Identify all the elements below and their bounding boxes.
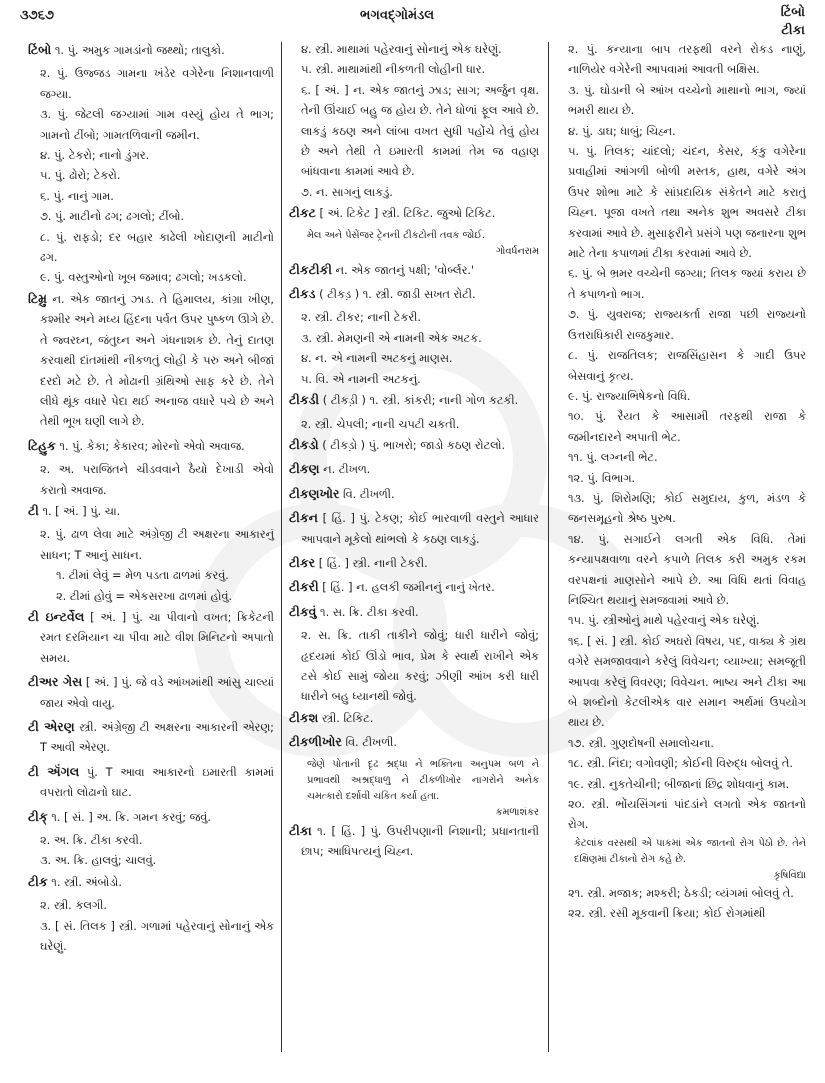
sense-definition: ૨. સ્ત્રી. કલગી. <box>40 899 107 913</box>
headword: ટીકશ <box>289 709 319 725</box>
column-divider <box>548 42 549 1052</box>
idiom-subentry: ૨. ટીમાં હોવું = એકસરખા ઢાળમાં હોવું. <box>56 589 233 603</box>
headword: ટિમ્રુ <box>28 290 47 306</box>
sense-definition: ૨૨. સ્ત્રી. રસી મૂકવાની ક્રિયા; કોઈ રોગમાંથી <box>568 907 766 921</box>
dictionary-entry <box>28 672 274 714</box>
sense-definition: ૧૮. સ્ત્રી. નિંદા; વગોવણી; કોઈની વિરુદ્ધ બોલવું તે. <box>568 757 794 771</box>
headword: ટીકણખોર <box>289 485 340 501</box>
sense-definition: ૮. પું. રાફડો; દર બહાર કાઢેલી ખોદાણની માટીનો ઢગ. <box>40 230 274 265</box>
headword: ટીકડી <box>289 392 320 408</box>
dictionary-entry <box>289 203 539 224</box>
definition-text: સ્ત્રી. ટિકિટ. <box>318 711 374 725</box>
sense-definition: ૨. પું. કન્યાના બાપ તરફથી વરને રોકડ નાણું, નાળિયેર વગેરેની આપવામાં આવતી બક્ષિસ. <box>568 43 806 77</box>
sense-definition: ૧૪. પું. સગાઈને લગતી એક વિધિ. તેમાં કન્યાપક્ષવાળા વરને કપાળે તિલક કરી અમુક રકમ વરપક્ષનાં માણસોને આપે છે. આ વિધિ થતાં વિવાહ નિશ્ચિત થયાનું સમજવામાં આવે છે. <box>568 532 806 607</box>
dictionary-entry <box>289 577 539 598</box>
headword: ટી ઍંગલ <box>28 763 80 779</box>
sense-definition: ૩. પું. જેટલી જગ્યામાં ગામ વસ્યું હોય તે ભાગ; ગામનો ટીંબો; ગામતળિવાની જમીન. <box>40 108 274 142</box>
sense-definition: ૨. પું. ઢાળ લેવા માટે અંગ્રેજી ટી અક્ષરના આકારનું સાધન; T આનું સાધન. <box>40 528 274 562</box>
idiom-subentry: ૧. ટીમાં લેવું = મેળ પડતા ઢાળમાં કરવું. <box>56 569 229 583</box>
quote-attribution: કમળાશંકર <box>495 806 539 818</box>
sense-definition: ૨. અ. ક્રિ. ટીકા કરવી. <box>40 834 143 848</box>
book-title: ભગવદ્ગોમંડલ <box>360 8 435 23</box>
dictionary-entry <box>28 607 274 669</box>
quote-attribution: કૃષિવિદ્યા <box>773 869 806 881</box>
sense-definition: ૧૧. પું. લગ્નની ભેટ. <box>568 451 658 465</box>
sense-definition: ૭. પું. માટીનો ઢગ; ઢગલો; ટીંબો. <box>40 210 185 224</box>
sense-definition: ૧૭. સ્ત્રી. ગુણદોષની સમાલોચના. <box>568 736 714 750</box>
sense-definition: ૩. પું. ઘોડાની બે આંખ વચ્ચેનો માથાનો ભાગ, જ્યાં ભમરી થાય છે. <box>568 83 806 118</box>
sense-definition: ૫. સ્ત્રી. માથામાંથી નીકળતી લોહીની ધાર. <box>301 63 486 77</box>
definition-text: ૧. [ અં. ] પું. ચા. <box>38 504 121 518</box>
dictionary-entry <box>28 501 274 522</box>
dictionary-entry <box>28 872 274 893</box>
definition-text: [ હિં. ] ન. હલકી જમીનનું નાનું ખેતર. <box>318 581 495 595</box>
dictionary-entry <box>28 40 274 61</box>
headword: ટી <box>28 502 39 518</box>
sense-definition: ૮. પું. રાજતિલક; રાજસિંહાસન કે ગાદી ઉપર બેસવાનું કૃત્ય. <box>568 349 806 383</box>
definition-text: સ્ત્રી. અંગ્રેજી ટી અક્ષરના આકારની એરણ; T આવી એરણ. <box>40 721 274 755</box>
sense-definition: ૧૬. [ સં. ] સ્ત્રી. કોઈ અઘરો વિષય, પદ, વાક્ય કે ગ્રંથ વગેરે સમજાવવાને કરેલું વિવેચન; વ્યાખ્યા; સમજૂતી આપવા કરેલું વિવરણ; વિવેચન. ભાષ્ય અને ટીકા આ બે શબ્દોનો કેટલીએક વાર સમાન અર્થમાં ઉપયોગ થાય છે. <box>568 634 806 730</box>
sense-definition: ૭. ન. સાગનું લાકડું. <box>301 185 393 199</box>
sense-definition: ૬. પું. બે ભ્રમર વચ્ચેની જગ્યા; તિલક જ્યાં કરાય છે તે કપાળનો ભાગ. <box>568 267 806 301</box>
dictionary-entry <box>289 260 539 281</box>
dictionary-entry <box>289 284 539 305</box>
column-2 <box>289 40 539 1050</box>
column-divider <box>281 42 282 1052</box>
sense-definition: ૨. પું. ઉજ્જડ ગામના ખંડેર વગેરેના નિશાનવાળી જગ્યા. <box>40 67 274 101</box>
headword: ટીક <box>28 873 48 889</box>
dictionary-entry <box>289 732 539 753</box>
sense-definition: ૩. [ સં. તિલક ] સ્ત્રી. ગળામાં પહેરવાનું સોનાનું એક ઘરેણું. <box>40 919 274 954</box>
dictionary-entry <box>289 390 539 411</box>
guide-words <box>781 4 805 40</box>
definition-text: [ અં. ] પું. જે વડે આંખમાંથી આંસુ ચાલ્યાં જાય એવો વાયુ. <box>40 676 274 710</box>
headword: ટીકડો <box>289 436 319 452</box>
headword: ટીક્ <box>28 808 48 824</box>
quote-attribution: ગોવર્ધનરામ <box>495 245 539 257</box>
sense-definition: ૭. પું. યુવરાજ; રાજ્યકર્તા રાજા પછી રાજ્યનો ઉત્તરાધિકારી રાજકુમાર. <box>568 308 806 342</box>
guide-word-last: ટીકા <box>781 23 805 38</box>
sense-definition: ૩. અ. ક્રિ. હાલવું; ચાલવું. <box>40 854 157 868</box>
dictionary-entry <box>289 553 539 574</box>
dictionary-entry <box>28 289 274 433</box>
definition-text: ૧. સ. ક્રિ. ટીકા કરવી. <box>316 605 419 619</box>
definition-text: ૧. સ્ત્રી. અંબોડો. <box>47 875 122 889</box>
sense-definition: ૫. પું. તિલક; ચાંદલો; ચંદન, કેસર, કંકુ વગેરેના પ્રવાહીમાં આંગળી બોળી મસ્તક, હાથ, વગેરે અંગ ઉપર શોભા માટે કે સાંપ્રદાયિક સંકેતને માટે કરાતું ચિહ્ન. પૂજા વખતે તથા અનેક શુભ અવસરે ટીકા કરવામાં આવે છે. મુસાફરીને પ્રસંગે પણ જનારના શુભ માટે તેના કપાળમાં ટીકા કરવામાં આવે છે. <box>568 145 806 261</box>
headword: ટિહુક <box>28 437 56 453</box>
headword: ટીકરી <box>289 579 319 595</box>
usage-quote: મેલ અને પેસેંજર ટ્રેનની ટીકટોની તવક જોઈ. <box>307 229 485 241</box>
sense-definition: ૧૫. પું. સ્ત્રીઓનું માથે પહેરવાનું એક ઘરેણું. <box>568 614 760 628</box>
sense-definition: ૨. સ. ક્રિ. તાકી તાકીને જોવું; ધારી ધારીને જોવું; હૃદયમાં કોઈ ઊંડો ભાવ, પ્રેમ કે સ્વાર્થ રાખીને એક ટસે કોઈ સામું જોયા કરવું; ઝીણી આંખ કરી ધારી ધારીને બહુ ધ્યાનથી જોવું. <box>301 629 539 704</box>
dictionary-entry <box>289 484 539 505</box>
sense-definition: ૧૯. સ્ત્રી. નુકતેચીની; બીજાનાં છિદ્ર શોધવાનું કામ. <box>568 777 790 791</box>
dictionary-entry <box>28 436 274 457</box>
dictionary-entry <box>28 762 274 804</box>
sense-definition: ૧૨. પું. વિભાગ. <box>568 471 636 485</box>
dictionary-entry <box>289 435 539 456</box>
sense-definition: ૪. પું. ડાઘ; ધાબું; ચિહ્ન. <box>568 124 676 138</box>
definition-text: ૧. [ હિં. ] પું. ઉપરીપણાની નિશાની; પ્રધાનતાની છાપ; આધિપત્યનું ચિહ્ન. <box>301 824 539 858</box>
definition-text: [ હિં. ] પું. ટેકણ; કોઈ ભારવાળી વસ્તુને આધાર આપવાને મૂકેલો થાંભલો કે કઠણ લાકડું. <box>301 512 539 546</box>
sense-definition: ૨૦. સ્ત્રી. ભોંયસિંગનાં પાંદડાંને લગતો એક જાતનો રોગ. <box>568 798 806 832</box>
sense-definition: ૧૩. પું. શિરોમણિ; કોઈ સમુદાય, કુળ, મંડળ કે જનસમૂહનો શ્રેષ્ઠ પુરુષ. <box>568 491 806 526</box>
sense-definition: ૨. અ. પરાજિતને ચીડવવાને ઠૈયો દેખાડી એવો કરાતો અવાજ. <box>40 463 274 497</box>
headword: ટીકન <box>289 510 318 526</box>
definition-text: વિ. ટીખળી. <box>341 736 397 750</box>
sense-definition: ૩. સ્ત્રી. મેમણની એ નામની એક અટક. <box>301 331 482 345</box>
dictionary-entry <box>289 602 539 623</box>
headword: ટિંબો <box>28 42 52 57</box>
dictionary-entry <box>289 708 539 729</box>
dictionary-entry <box>289 459 539 480</box>
sense-definition: ૪. પું. ટેકરો; નાનો ડુંગર. <box>40 149 150 163</box>
headword: ટી ઇન્ટર્વેલ <box>28 608 85 624</box>
sense-definition: ૫. વિ. એ નામની અટકનું. <box>301 372 421 386</box>
usage-quote: કેટલાંક વરસથી એ પાકમાં એક જાતનો રોગ પેઠો છે. તેને દક્ષિણમાં ટીકાનો રોગ કહે છે. <box>574 837 806 865</box>
sense-definition: ૪. સ્ત્રી. માથામાં પહેરવાનું સોનાનું એક ઘરેણું. <box>301 43 502 56</box>
definition-text: [ હિં. ] સ્ત્રી. નાની ટેકરી. <box>315 556 428 570</box>
sense-definition: ૬. પું. નાનું ગામ. <box>40 189 114 203</box>
definition-text: ૧. પું. કેકા; કેકારવ; મોરનો એવો અવાજ. <box>55 439 245 453</box>
definition-text: ૧. પું. અમુક ગામડાંનો જથ્થો; તાલુકો. <box>51 44 225 57</box>
definition-text: ન. એક જાતનું પક્ષી; 'વોર્બ્લર.' <box>331 263 475 277</box>
definition-text: ૧. [ સં. ] અ. ક્રિ. ગમન કરવું; જવું. <box>47 810 211 824</box>
sense-definition: ૬. [ અં. ] ન. એક જાતનું ઝાડ; સાગ; અર્જુન વૃક્ષ. તેની ઊંચાઈ બહુ જ હોય છે. તેને ધોળાં ફૂલ આવે છે. લાકડું કઠણ અને લાંબા વખત સુધી પહોંચે તેવું હોય છે અને તેથી તે ઇમારતી કામમાં તેમ જ વહાણ બાંધવાના કામમાં આવે છે. <box>301 83 539 179</box>
sense-definition: ૯. પું. વસ્તુઓનો ખૂબ જમાવ; ઢગલો; ખડકલો. <box>40 271 247 285</box>
headword: ટીકડ <box>289 286 316 302</box>
sense-definition: ૨૧. સ્ત્રી. મજાક; મશ્કરી; ઠેકડી; વ્યંગમાં બોલવું તે. <box>568 886 794 900</box>
headword: ટીકર <box>289 554 316 570</box>
definition-text: ન. ટીખળ. <box>319 463 371 477</box>
definition-text: ન. એક જાતનું ઝાડ. તે હિમાલય, કાંગ્રા ખીણ, કશ્મીર અને મધ્ય હિંદના પર્વત ઉપર પુષ્કળ ઊગે છે. તે જ્વરઘ્ન, જંતુઘ્ન અને ગંધનાશક છે. તેનું દાતણ કરવાથી દાંતમાંથી નીકળતું લોહી કે પરુ અને બીજાં દરદો મટે છે. તે મોઢાની ગ્રંથિઓ સાફ કરે છે. તેને લીધે થૂંક વધારે પેદા થઈ અનાજ વધારે પચે છે અને તેથી ભૂખ ઘણી લાગે છે. <box>40 292 274 429</box>
dictionary-entry <box>289 508 539 550</box>
sense-definition: ૨. સ્ત્રી. ટીકર; નાની ટેકરી. <box>301 311 422 325</box>
headword: ટી એરણ <box>28 719 75 734</box>
headword: ટીકા <box>289 822 312 838</box>
guide-word-first: ટિંબો <box>780 5 805 20</box>
headword: ટીકણ <box>289 461 320 477</box>
sense-definition: ૨. સ્ત્રી. ચેપલી; નાની ચપટી ચકતી. <box>301 417 460 431</box>
headword: ટીકળીખોર <box>289 734 342 750</box>
headword: ટીકવું <box>289 603 317 619</box>
definition-text: વિ. ટીખળી. <box>339 487 395 501</box>
dictionary-entry <box>289 821 539 863</box>
usage-quote: જેણે પોતાની દૃઢ શ્રદ્ધા ને ભક્તિના અનુપમ બળ ને પ્રભાવથી અશ્રદ્ધાળુ ને ટીકળીખોર નાગરોને અનેક ચમત્કારો દર્શાવી ચકિત કર્યા હતા. <box>307 758 539 802</box>
headword: ટીકટ <box>289 205 316 221</box>
column-3 <box>556 40 806 1050</box>
sense-definition: ૫. પું. ઢોરો; ટેકરો. <box>40 169 121 183</box>
definition-text: [ અં. ટિકેટ ] સ્ત્રી. ટિકિટ. જુઓ ટિકિટ. <box>315 207 496 221</box>
headword: ટીઅર ગેસ <box>28 674 83 690</box>
definition-text: ( ટીકડ઼ી ) ૧. સ્ત્રી. કાંકરી; નાની ગોળ કટકી. <box>319 394 519 408</box>
dictionary-columns <box>0 40 825 1060</box>
sense-definition: ૪. ન. એ નામની અટકનું માણસ. <box>301 352 453 366</box>
definition-text: [ અં. ] પું. ચા પીવાનો વખત; ક્રિકેટની રમત દરમિયાન ચા પીવા માટે વીશ મિનિટનો અપાતો સમય. <box>40 610 274 665</box>
column-1 <box>28 40 274 1050</box>
definition-text: ( ટીકડ઼ો ) પું. ભાખરો; જાડો કઠણ રોટલો. <box>318 438 506 452</box>
definition-text: પું. T આવા આકારનો ઇમારતી કામમાં વપરાતો લોઢાનો ઘાટ. <box>40 765 274 800</box>
dictionary-entry <box>28 717 274 759</box>
dictionary-entry <box>28 807 274 828</box>
sense-definition: ૧૦. પું. રૈયત કે આસામી તરફથી રાજા કે જમીનદારને અપાતી ભેટ. <box>568 410 806 444</box>
page-number: ૩૭૬૭ <box>20 8 55 23</box>
headword: ટીકટીકી <box>289 261 332 277</box>
sense-definition: ૯. પું. રાજ્યાભિષેકનો વિધિ. <box>568 389 691 403</box>
definition-text: ( ટીકડ઼ ) ૧. સ્ત્રી. જાડી સખત રોટી. <box>315 288 476 302</box>
